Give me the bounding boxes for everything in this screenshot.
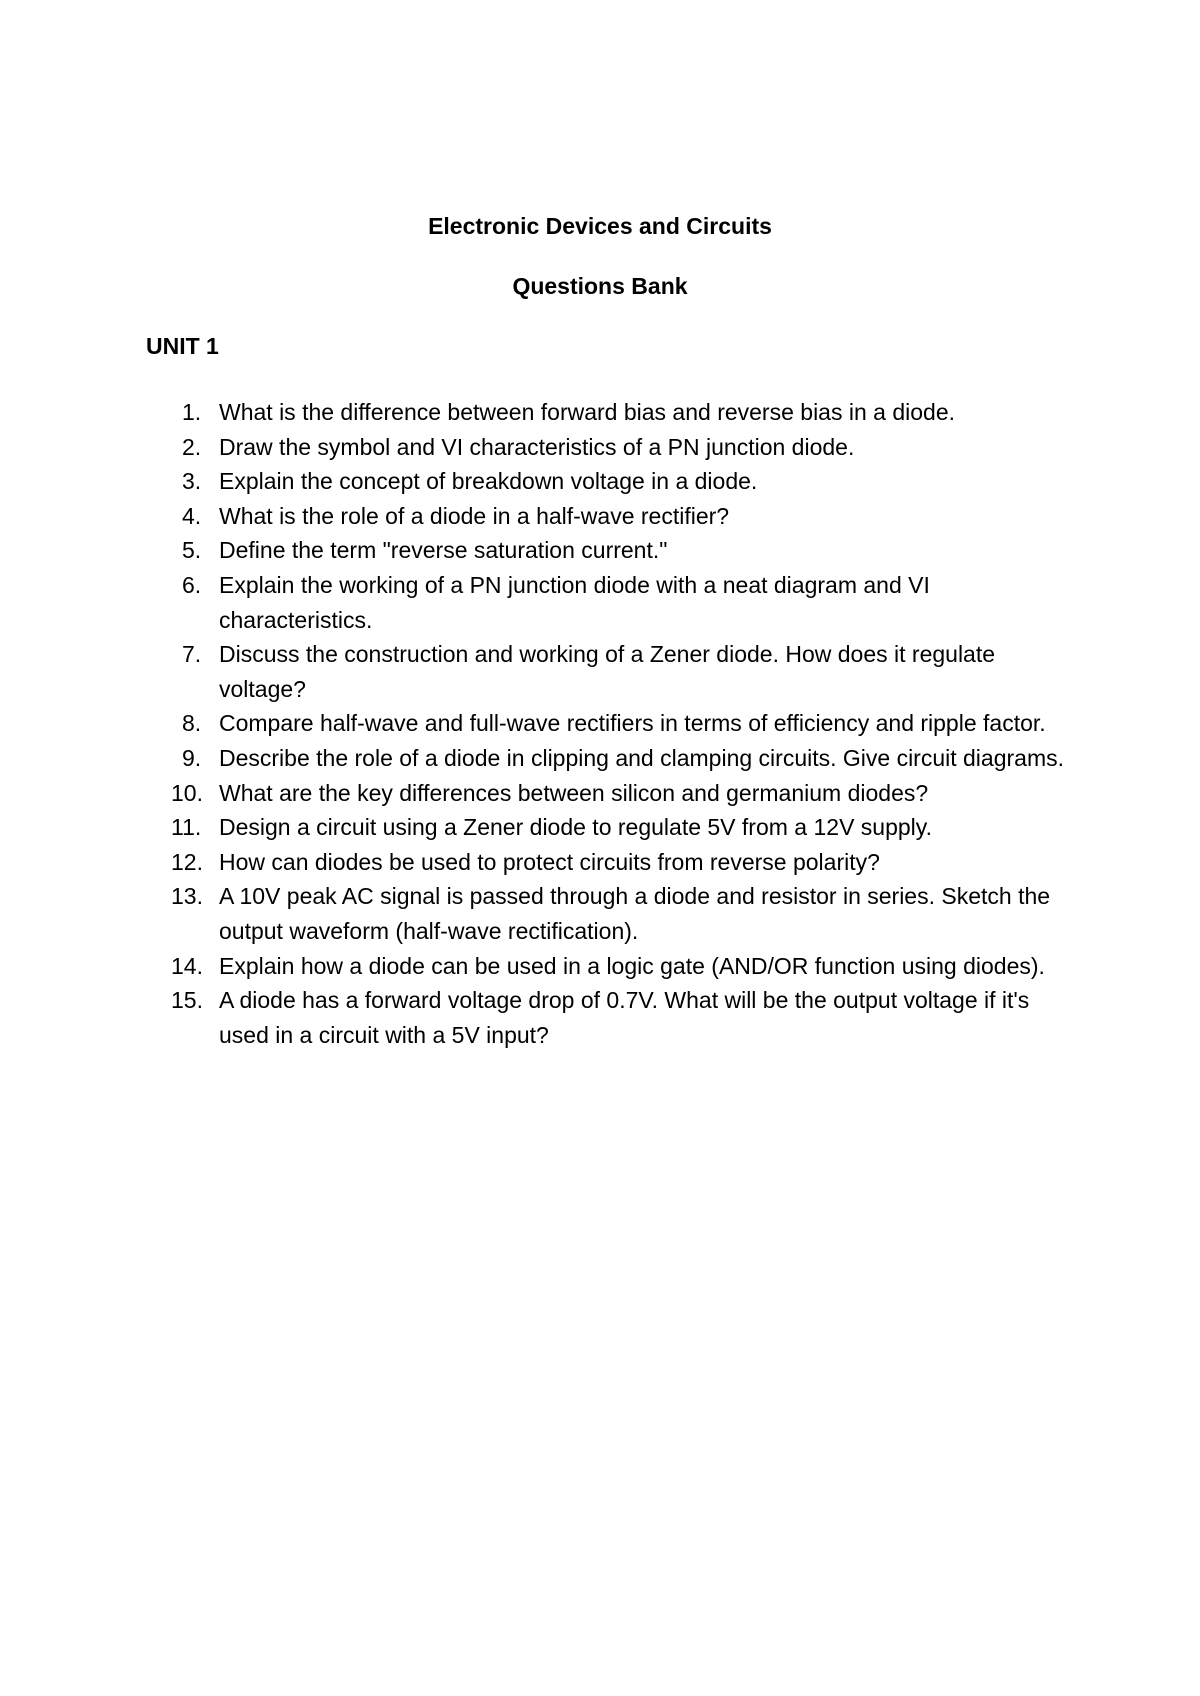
document-title: Electronic Devices and Circuits xyxy=(428,213,772,239)
question-item xyxy=(0,810,1200,845)
question-item xyxy=(0,879,1200,948)
question-number: 6. xyxy=(182,571,202,598)
question-item xyxy=(0,464,1200,499)
question-item xyxy=(0,637,1200,706)
question-number: 3. xyxy=(182,468,202,495)
question-item xyxy=(0,845,1200,880)
question-number: 2. xyxy=(182,433,202,460)
question-item xyxy=(0,983,1200,1052)
question-item xyxy=(0,568,1200,637)
question-item xyxy=(0,706,1200,741)
question-number: 1. xyxy=(182,399,202,425)
question-number: 5. xyxy=(182,537,202,564)
question-text: Design a circuit using a Zener diode to regulate 5V from a 12V supply. xyxy=(219,814,932,841)
question-number: 9. xyxy=(182,744,202,771)
question-item xyxy=(0,395,1200,430)
question-number: 13. xyxy=(171,883,203,910)
question-item xyxy=(0,499,1200,534)
question-number: 12. xyxy=(171,848,203,875)
question-text: What is the role of a diode in a half-wave rectifier? xyxy=(219,502,730,529)
question-number: 11. xyxy=(171,814,202,841)
question-item xyxy=(0,533,1200,568)
unit-heading: UNIT 1 xyxy=(146,333,219,359)
question-number: 7. xyxy=(182,641,202,668)
question-item xyxy=(0,776,1200,811)
question-number: 4. xyxy=(182,502,202,529)
question-text: Discuss the construction and working of a Zener diode. How does it regulate voltage? xyxy=(219,641,996,702)
question-text: How can diodes be used to protect circuits from reverse polarity? xyxy=(219,848,880,875)
question-text: What is the difference between forward bias and reverse bias in a diode. xyxy=(219,399,955,425)
question-text: A 10V peak AC signal is passed through a diode and resistor in series. Sketch the output waveform (half-wave rectification). xyxy=(219,883,1051,944)
question-text: Compare half-wave and full-wave rectifiers in terms of efficiency and ripple factor. xyxy=(219,710,1046,737)
question-number: 14. xyxy=(171,952,203,979)
question-text: Explain how a diode can be used in a logic gate (AND/OR function using diodes). xyxy=(219,952,1045,979)
question-list xyxy=(0,395,1200,1052)
question-text: Draw the symbol and VI characteristics of a PN junction diode. xyxy=(219,433,855,460)
document-subtitle: Questions Bank xyxy=(512,273,688,299)
question-text: Describe the role of a diode in clipping and clamping circuits. Give circuit diagrams. xyxy=(219,744,1065,771)
question-number: 15. xyxy=(171,987,203,1014)
question-number: 10. xyxy=(171,779,203,806)
question-text: Explain the concept of breakdown voltage in a diode. xyxy=(219,468,758,495)
question-text: A diode has a forward voltage drop of 0.7V. What will be the output voltage if it's used in a circuit with a 5V input? xyxy=(219,987,1030,1048)
question-text: Explain the working of a PN junction diode with a neat diagram and VI characteristics. xyxy=(219,571,930,633)
question-item xyxy=(0,741,1200,776)
question-item xyxy=(0,430,1200,465)
question-text: Define the term "reverse saturation current." xyxy=(219,537,668,564)
question-item xyxy=(0,949,1200,984)
question-text: What are the key differences between silicon and germanium diodes? xyxy=(219,779,929,806)
question-number: 8. xyxy=(182,710,202,737)
